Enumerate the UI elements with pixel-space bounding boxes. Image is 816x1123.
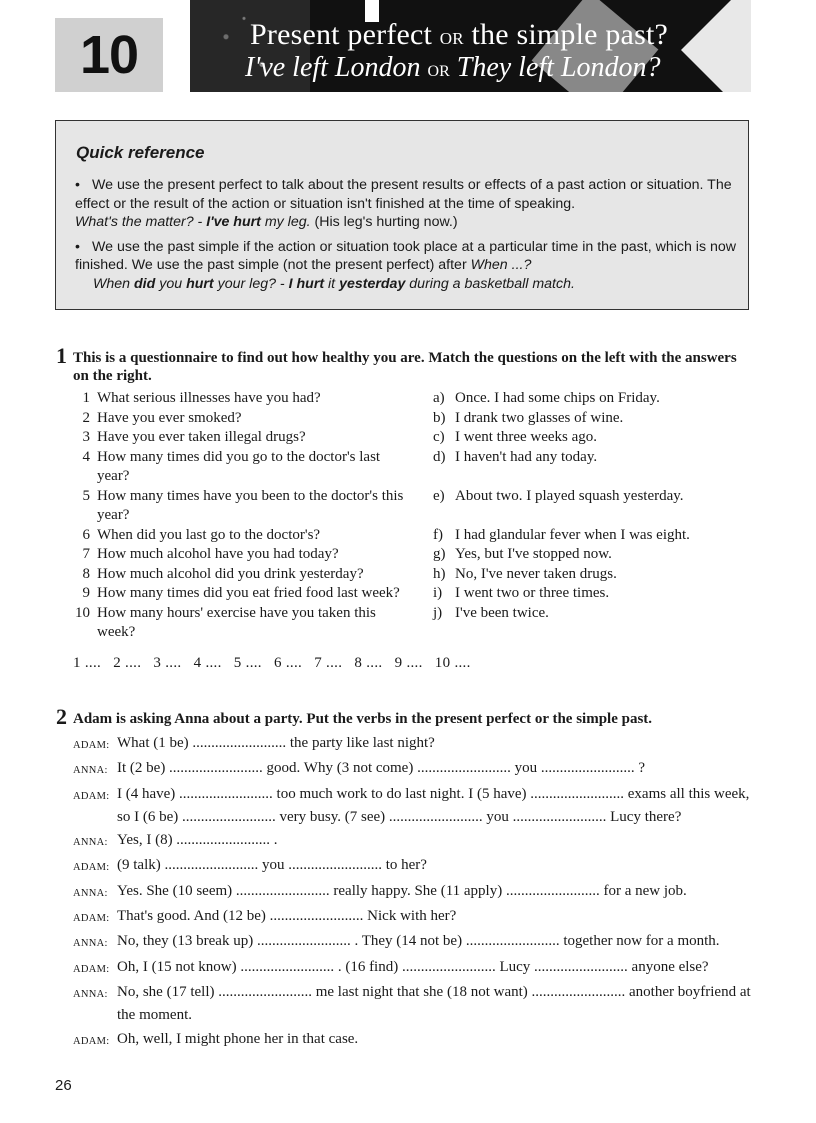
- answer-item: j) I've been twice.: [433, 604, 549, 621]
- answer-item: f) I had glandular fever when I was eight.: [433, 526, 690, 543]
- rule-past-simple: • We use the past simple if the action or situation took place at a particular time in the past, which is now finished. We use the past simple (not the present perfect) after When ...?: [75, 238, 737, 273]
- question-item: 3 Have you ever taken illegal drugs?: [82, 429, 306, 445]
- question-item: 2 Have you ever smoked?: [82, 409, 242, 426]
- question-item: 4 How many times did you go to the doctor's last year?: [82, 448, 381, 484]
- answer-item: i) I went two or three times.: [433, 585, 610, 601]
- answer-item: b) I drank two glasses of wine.: [433, 409, 624, 426]
- question-item: 1 What serious illnesses have you had?: [82, 390, 321, 406]
- question-item: 7 How much alcohol have you had today?: [82, 546, 339, 562]
- exercise1-instruction: This is a questionnaire to find out how healthy you are. Match the questions on the left with the answers on the right.: [73, 350, 737, 384]
- quick-reference-box: [55, 120, 749, 310]
- dialogue-line[interactable]: ADAM: What (1 be) ......................... the party like last night?: [73, 735, 435, 751]
- dialogue-line[interactable]: ANNA: Yes. She (10 seem) ......................... really happy. She (11 apply) ......................... for a new job.: [73, 882, 687, 899]
- exercise1-number: 1: [56, 343, 67, 368]
- example-present-perfect: What's the matter? - I've hurt my leg. (His leg's hurting now.): [75, 214, 458, 230]
- answer-item: a) Once. I had some chips on Friday.: [433, 390, 660, 406]
- question-item: 8 How much alcohol did you drink yesterday?: [82, 565, 364, 582]
- exercise2-number: 2: [56, 704, 67, 729]
- question-item: 6 When did you last go to the doctor's?: [82, 526, 321, 543]
- bullet-icon: •: [75, 177, 80, 193]
- exercise2-dialogue: [73, 732, 753, 1053]
- exercise1-questions: [60, 389, 420, 643]
- question-item: 9 How many times did you eat fried food last week?: [82, 585, 400, 601]
- answer-item: e) About two. I played squash yesterday.: [433, 487, 684, 504]
- dialogue-line[interactable]: ANNA: No, they (13 break up) ......................... . They (14 not be) ......................... together now for a month.: [73, 933, 720, 950]
- unit-title-line2: I've left London or They left London?: [245, 52, 661, 83]
- quick-reference-heading: Quick reference: [76, 143, 205, 162]
- question-item: 5 How many times have you been to the doctor's this year?: [82, 487, 404, 523]
- banner-decoration: [681, 0, 751, 92]
- answer-item: c) I went three weeks ago.: [433, 429, 598, 445]
- question-item: 10 How many hours' exercise have you taken this week?: [75, 604, 376, 640]
- rule-present-perfect: • We use the present perfect to talk about the present results or effects of a past action or situation. The effect or the result of the action or situation isn't finished at the time of speaking.: [75, 177, 732, 212]
- example-past-simple: When did you hurt your leg? - I hurt it yesterday during a basketball match.: [93, 275, 575, 292]
- answer-item: g) Yes, but I've stopped now.: [433, 546, 612, 562]
- dialogue-line[interactable]: ADAM: (9 talk) ......................... you ......................... to her?: [73, 857, 427, 874]
- dialogue-line[interactable]: ADAM: Oh, well, I might phone her in that case.: [73, 1030, 359, 1047]
- bullet-icon: •: [75, 238, 80, 255]
- dialogue-line[interactable]: ANNA: No, she (17 tell) ......................... me last night that she (18 not want) ......................... another boyfriend at the moment.: [73, 983, 751, 1024]
- unit-title-banner: [190, 0, 751, 92]
- dialogue-line[interactable]: ADAM: Oh, I (15 not know) ......................... . (16 find) ......................... Lucy ......................... anyone else?: [73, 958, 709, 975]
- exercise1-answer-blanks[interactable]: 1 .... 2 .... 3 .... 4 .... 5 .... 6 .... 7 .... 8 .... 9 .... 10 ....: [73, 655, 471, 671]
- dialogue-line[interactable]: ANNA: Yes, I (8) ......................... .: [73, 832, 278, 849]
- dialogue-line[interactable]: ANNA: It (2 be) ......................... good. Why (3 not come) ......................... you ......................... ?: [73, 760, 645, 777]
- dialogue-line[interactable]: ADAM: I (4 have) ......................... too much work to do last night. I (5 have) ......................... exams all this week, so I (6 be) ......................... very busy. (7 see) ......................... you ......................... Lucy there?: [73, 785, 750, 825]
- page-number: 26: [55, 1077, 72, 1094]
- answer-item: d) I haven't had any today.: [433, 448, 598, 465]
- unit-number-box: [55, 18, 163, 92]
- answer-item: h) No, I've never taken drugs.: [433, 565, 617, 582]
- unit-title-line1: Present perfect or the simple past?: [250, 18, 669, 51]
- exercise2-instruction: Adam is asking Anna about a party. Put the verbs in the present perfect or the simple past.: [73, 711, 653, 727]
- dialogue-line[interactable]: ADAM: That's good. And (12 be) ......................... Nick with her?: [73, 908, 457, 925]
- quick-reference-body: [75, 176, 745, 293]
- unit-number: 10: [79, 25, 139, 85]
